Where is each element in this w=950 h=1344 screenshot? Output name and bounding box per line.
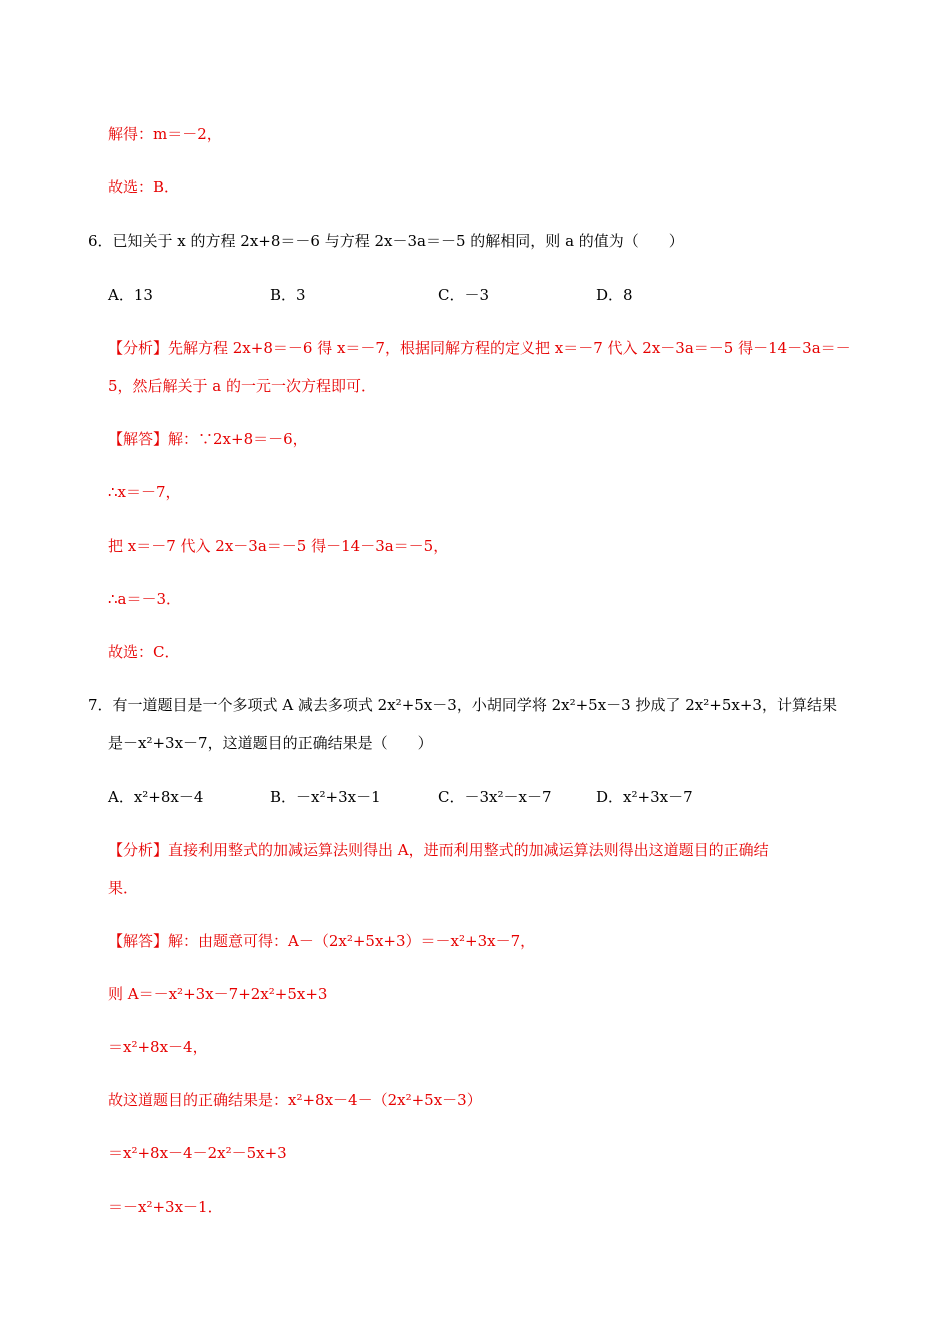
q6-stem: 6．已知关于 x 的方程 2x+8＝－6 与方程 2x－3a＝－5 的解相同，则 a 的值为（ ） — [88, 232, 684, 250]
q7-solution-line1: 【解答】解：由题意可得：A－（2x²+5x+3）＝－x²+3x－7， — [108, 932, 536, 950]
q7-stem-line2: 是－x²+3x－7，这道题目的正确结果是（ ） — [108, 734, 433, 752]
q6-option-c: C．－3 — [438, 286, 490, 304]
q6-solution-line5: 故选：C． — [108, 643, 180, 661]
prev-choice-line: 故选：B． — [108, 178, 180, 196]
q6-analysis-line2: 5，然后解关于 a 的一元一次方程即可． — [108, 377, 377, 395]
q7-option-c: C．－3x²－x－7 — [438, 788, 552, 806]
q6-solution-line4: ∴a＝－3． — [108, 590, 182, 608]
q7-solution-line6: ＝－x²+3x－1． — [108, 1198, 223, 1216]
q6-solution-line1: 【解答】解：∵2x+8＝－6， — [108, 430, 308, 448]
q6-solution-line3: 把 x＝－7 代入 2x－3a＝－5 得－14－3a＝－5， — [108, 537, 449, 555]
q7-option-d: D．x²+3x－7 — [596, 788, 693, 806]
q7-option-a: A．x²+8x－4 — [108, 788, 204, 806]
q6-option-b: B．3 — [270, 286, 306, 304]
q6-option-d: D．8 — [596, 286, 633, 304]
q7-option-b: B．－x²+3x－1 — [270, 788, 381, 806]
q7-solution-line4: 故这道题目的正确结果是：x²+8x－4－（2x²+5x－3） — [108, 1091, 482, 1109]
q6-analysis-line1: 【分析】先解方程 2x+8＝－6 得 x＝－7，根据同解方程的定义把 x＝－7 代入 2x－3a＝－5 得－14－3a＝－ — [108, 339, 851, 357]
q7-analysis-line2: 果． — [108, 879, 139, 897]
q7-solution-line3: ＝x²+8x－4， — [108, 1038, 208, 1056]
q7-stem-line1: 7．有一道题目是一个多项式 A 减去多项式 2x²+5x－3，小胡同学将 2x²+5x－3 抄成了 2x²+5x+3，计算结果 — [88, 696, 837, 714]
prev-solve-line: 解得：m＝－2， — [108, 125, 222, 143]
q6-option-a: A．13 — [108, 286, 153, 304]
q6-solution-line2: ∴x＝－7， — [108, 483, 181, 501]
q7-solution-line2: 则 A＝－x²+3x－7+2x²+5x+3 — [108, 985, 328, 1003]
q7-analysis-line1: 【分析】直接利用整式的加减运算法则得出 A，进而利用整式的加减运算法则得出这道题目的正确结 — [108, 841, 769, 859]
q7-solution-line5: ＝x²+8x－4－2x²－5x+3 — [108, 1144, 287, 1162]
